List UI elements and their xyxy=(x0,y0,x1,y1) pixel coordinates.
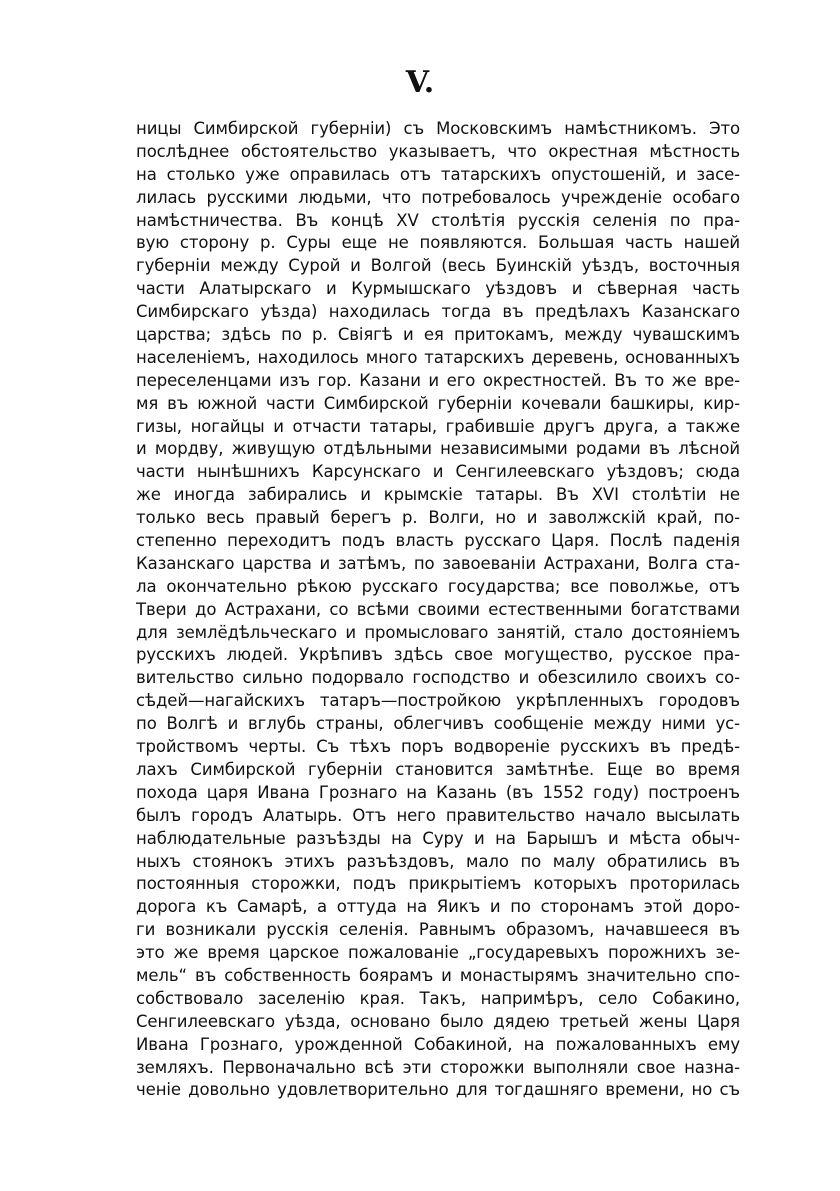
body-text xyxy=(136,118,740,1102)
text-line: части нынѣшнихъ Карсунскаго и Сенгилеевскаго уѣздовъ; сюда xyxy=(136,462,740,482)
text-line: лилась русскими людьми, что потребовалось учрежденіе особаго xyxy=(136,187,740,207)
text-line: лахъ Симбирской губерніи становится замѣтнѣе. Еще во время xyxy=(136,759,740,779)
text-line: Симбирскаго уѣзда) находилась тогда въ предѣлахъ Казанскаго xyxy=(136,302,740,322)
text-line: и мордву, живущую отдѣльными независимыми родами въ лѣсной xyxy=(136,439,740,459)
text-line: Казанскаго царства и затѣмъ, по завоеваніи Астрахани, Волга ста- xyxy=(136,553,740,573)
text-line: царства; здѣсь по р. Свіягѣ и ея притокамъ, между чувашскимъ xyxy=(136,325,740,345)
page-number: V. xyxy=(405,65,435,100)
text-line: же иногда забирались и крымскіе татары. Въ XVI столѣтіи не xyxy=(136,485,740,505)
text-line: гизы, ногайцы и отчасти татары, грабившіе другъ друга, а также xyxy=(136,416,740,436)
text-line: Сенгилеевскаго уѣзда, основано было дядею третьей жены Царя xyxy=(136,1011,740,1031)
text-line: ченіе довольно удовлетворительно для тогдашняго времени, но съ xyxy=(136,1080,740,1100)
text-line: это же время царское пожалованіе „государевыхъ порожнихъ зе- xyxy=(136,943,740,963)
text-line: на столько уже оправилась отъ татарскихъ опустошеній, и засе- xyxy=(136,164,740,184)
text-line: похода царя Ивана Грознаго на Казань (въ 1552 году) построенъ xyxy=(136,782,740,802)
text-line: губерніи между Сурой и Волгой (весь Буинскій уѣздъ, восточныя xyxy=(136,256,740,276)
text-line: по Волгѣ и вглубь страны, облегчивъ сообщеніе между ними ус- xyxy=(136,714,740,734)
text-line: Твери до Астрахани, со всѣми своими естественными богатствами xyxy=(136,599,740,619)
text-line: населеніемъ, находилось много татарскихъ деревень, основанныхъ xyxy=(136,347,740,367)
text-line: степенно переходитъ подъ власть русскаго Царя. Послѣ паденія xyxy=(136,531,740,551)
text-line: ла окончательно рѣкою русскаго государства; все поволжье, отъ xyxy=(136,576,740,596)
text-line: переселенцами изъ гор. Казани и его окрестностей. Въ то же вре- xyxy=(136,370,740,390)
text-line: дорога къ Самарѣ, а оттуда на Яикъ и по сторонамъ этой доро- xyxy=(136,897,740,917)
text-line: наблюдательные разъѣзды на Суру и на Барышъ и мѣста обыч- xyxy=(136,828,740,848)
text-line: ницы Симбирской губерніи) съ Московскимъ намѣстникомъ. Это xyxy=(136,119,740,138)
text-line: мя въ южной части Симбирской губерніи кочевали башкиры, кир- xyxy=(136,393,740,413)
text-line: собствовало заселенію края. Такъ, напримѣръ, село Собакино, xyxy=(136,988,740,1008)
text-line: русскихъ людей. Укрѣпивъ здѣсь свое могущество, русское пра- xyxy=(136,645,740,665)
text-line: ныхъ стоянокъ этихъ разъѣздовъ, мало по малу обратились въ xyxy=(136,851,740,871)
text-line: части Алатырскаго и Курмышскаго уѣздовъ и сѣверная часть xyxy=(136,279,740,299)
text-line: Ивана Грознаго, урожденной Собакиной, на пожалованныхъ ему xyxy=(136,1034,740,1054)
text-line: намѣстничества. Въ концѣ XV столѣтія русскія селенія по пра- xyxy=(136,210,740,230)
text-line: только весь правый берегъ р. Волги, но и заволжскій край, по- xyxy=(136,508,740,528)
text-line: тройствомъ черты. Съ тѣхъ поръ водвореніе русскихъ въ предѣ- xyxy=(136,737,740,757)
text-line: вительство сильно подорвало господство и обезсилило своихъ со- xyxy=(136,668,740,688)
text-line: послѣднее обстоятельство указываетъ, что окрестная мѣстность xyxy=(136,141,740,161)
text-line: для землёдѣльческаго и промысловаго занятій, стало достояніемъ xyxy=(136,622,740,642)
text-line: постоянныя сторожки, подъ прикрытіемъ которыхъ проторилась xyxy=(136,874,740,894)
text-line: ги возникали русскія селенія. Равнымъ образомъ, начавшееся въ xyxy=(136,920,740,940)
text-line: былъ городъ Алатырь. Отъ него правительство начало высылать xyxy=(136,805,740,825)
text-line: вую сторону р. Суры еще не появляются. Большая часть нашей xyxy=(136,233,740,253)
text-line: земляхъ. Первоначально всѣ эти сторожки выполняли свое назна- xyxy=(136,1057,740,1077)
text-line: сѣдей—нагайскихъ татаръ—постройкою укрѣпленныхъ городовъ xyxy=(136,691,740,711)
text-line: мель“ въ собственность боярамъ и монастырямъ значительно спо- xyxy=(136,965,740,985)
